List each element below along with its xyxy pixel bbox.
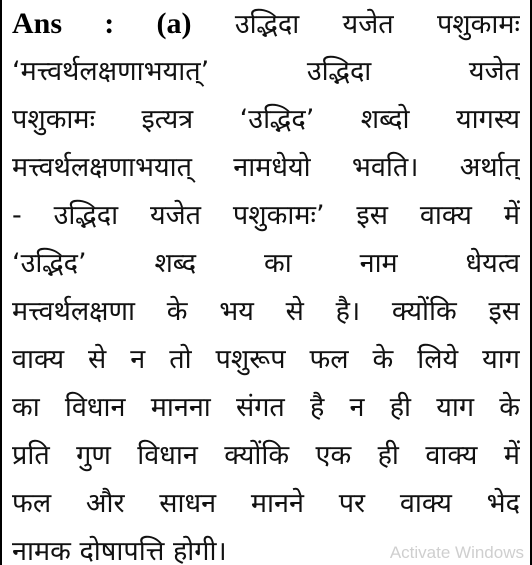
answer-line-4: मत्त्वर्थलक्षणाभयात् नामधेयो भवति। अर्थात्	[12, 152, 520, 183]
answer-line-11: फल और साधन मानने पर वाक्य भेद	[12, 488, 520, 519]
answer-line-7: मत्त्वर्थलक्षणा के भय से है। क्योंकि इस	[12, 296, 520, 327]
answer-line-3: पशुकामः इत्यत्र ‘उद्भिद’ शब्दो यागस्य	[12, 104, 520, 135]
answer-line-9: का विधान मानना संगत है न ही याग के	[12, 392, 520, 423]
answer-line-6: ‘उद्भिद’ शब्द का नाम धेयत्व	[12, 248, 520, 279]
answer-text-block	[12, 0, 520, 565]
answer-line-10: प्रति गुण विधान क्योंकि एक ही वाक्य में	[12, 440, 520, 471]
answer-line-12: नामक दोषापत्ति होगी।	[12, 536, 227, 565]
answer-line-8: वाक्य से न तो पशुरूप फल के लिये याग	[12, 344, 520, 375]
answer-line-2: ‘मत्त्वर्थलक्षणाभयात्’ उद्भिदा यजेत	[12, 56, 520, 87]
answer-line-5: - उद्भिदा यजेत पशुकामः’ इस वाक्य में	[12, 200, 520, 231]
answer-line-1	[12, 0, 520, 48]
answer-label: Ans : (a)	[12, 7, 192, 40]
activate-windows-watermark: Activate Windows	[389, 543, 524, 562]
answer-line-text: उद्भिदा यजेत पशुकामः	[234, 9, 520, 40]
